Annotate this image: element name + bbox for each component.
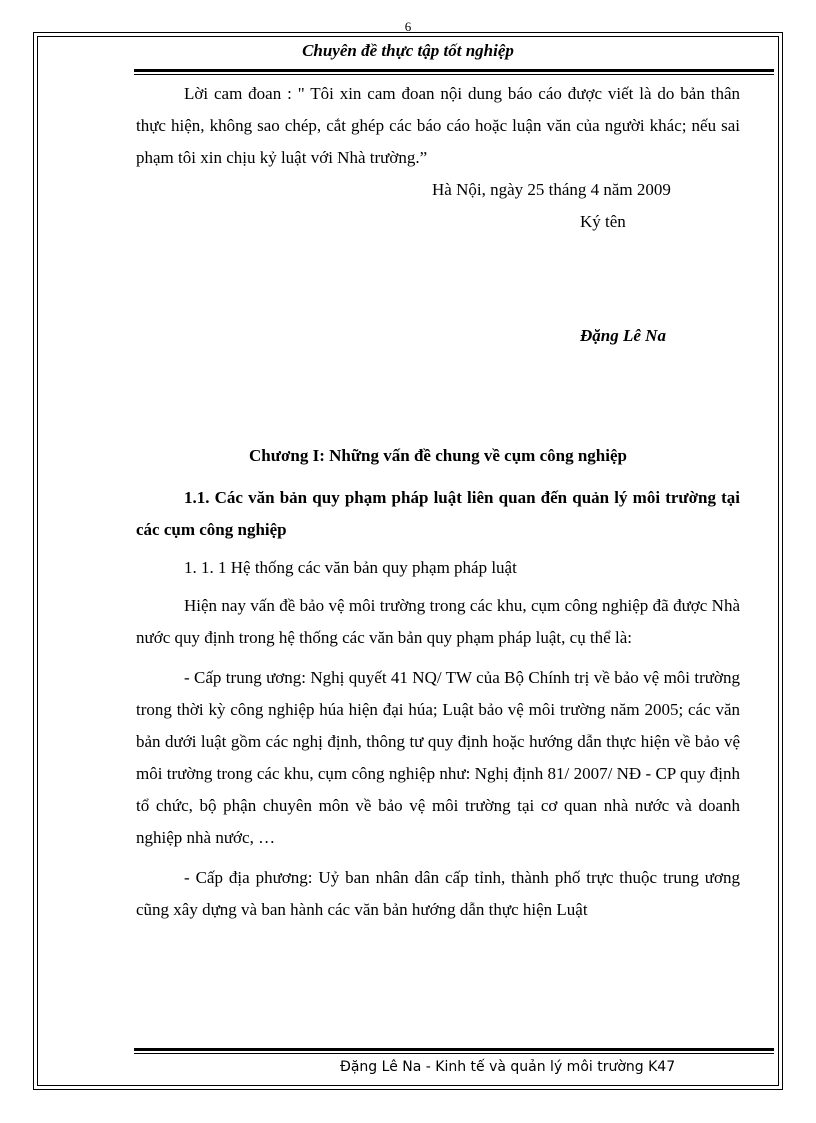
signer-name: Đặng Lê Na [580, 326, 666, 345]
footer-text: Đặng Lê Na - Kinh tế và quản lý môi trường K47 [340, 1059, 676, 1075]
sign-label: Ký tên [580, 212, 626, 231]
chapter-title: Chương I: Những vấn đề chung về cụm công nghiệp [249, 446, 627, 465]
place-date: Hà Nội, ngày 25 tháng 4 năm 2009 [432, 180, 671, 199]
header-title: Chuyên đề thực tập tốt nghiệp [302, 41, 514, 60]
body-paragraph: Hiện nay vấn đề bảo vệ môi trường trong các khu, cụm công nghiệp đã được Nhà nước quy định trong hệ thống các văn bản quy phạm pháp luật, cụ thể là: [136, 596, 740, 647]
page-number: 6 [404, 19, 412, 34]
page-content [136, 78, 740, 926]
section-title: 1.1. Các văn bản quy phạm pháp luật liên quan đến quản lý môi trường tại các cụm công nghiệp [136, 488, 740, 539]
body-paragraph: - Cấp trung ương: Nghị quyết 41 NQ/ TW của Bộ Chính trị về bảo vệ môi trường trong thời kỳ công nghiệp húa hiện đại húa; Luật bảo vệ môi trường năm 2005; các văn bản dưới luật gồm các nghị định, thông tư quy định hoặc hướng dẫn thực hiện về bảo vệ môi trường trong các khu, cụm công nghiệp như: Nghị định 81/ 2007/ NĐ - CP quy định tổ chức, bộ phận chuyên môn về bảo vệ môi trường tại cơ quan nhà nước và doanh nghiệp nhà nước, … [136, 668, 740, 847]
subsection-title: 1. 1. 1 Hệ thống các văn bản quy phạm pháp luật [184, 558, 517, 577]
declaration-paragraph: Lời cam đoan : " Tôi xin cam đoan nội dung báo cáo được viết là do bản thân thực hiện, không sao chép, cắt ghép các báo cáo hoặc luận văn của người khác; nếu sai phạm tôi xin chịu kỷ luật với Nhà trường.” [136, 84, 740, 167]
header-rule [134, 69, 774, 75]
footer-rule [134, 1048, 774, 1054]
body-paragraph: - Cấp địa phương: Uỷ ban nhân dân cấp tỉnh, thành phố trực thuộc trung ương cũng xây dựng và ban hành các văn bản hướng dẫn thực hiện Luật [136, 868, 740, 919]
